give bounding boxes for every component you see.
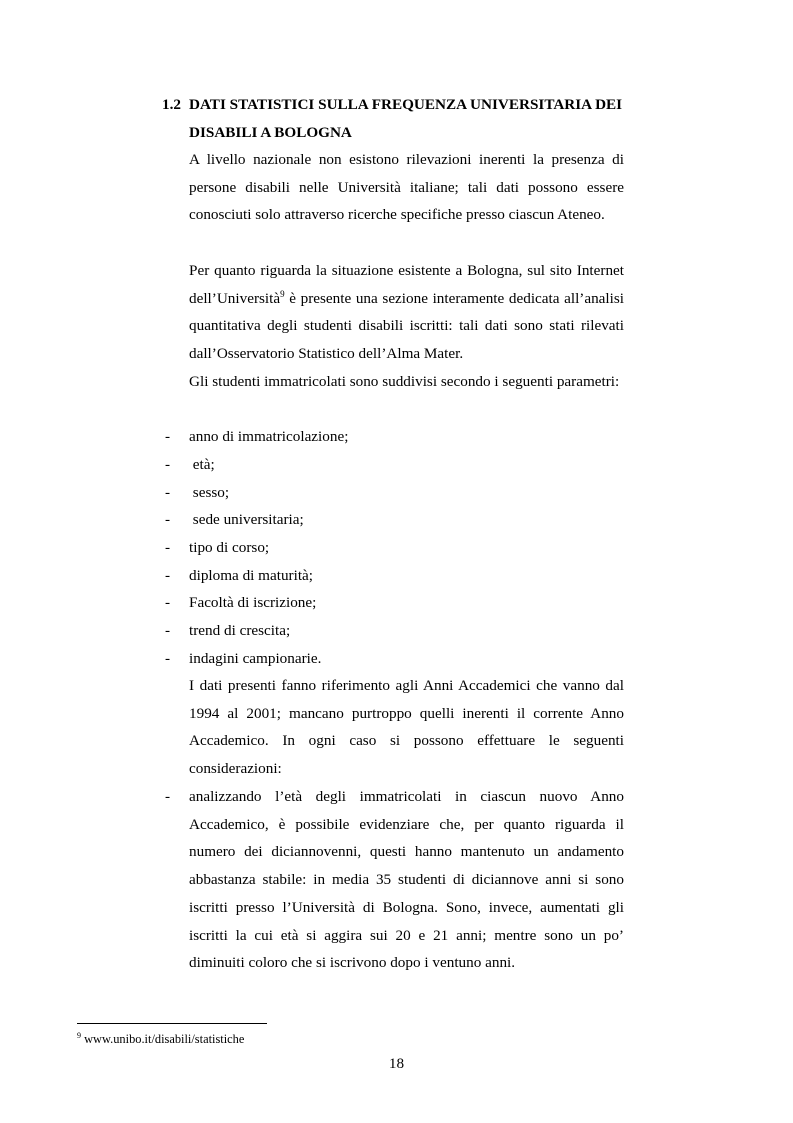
list-item: - diploma di maturità; bbox=[165, 562, 624, 590]
bullet-dash: - bbox=[165, 622, 171, 639]
page-number: 18 bbox=[388, 1055, 405, 1072]
list-item: - Facoltà di iscrizione; bbox=[165, 589, 624, 617]
paragraph-bologna bbox=[189, 257, 624, 368]
bullet-dash: - bbox=[165, 650, 171, 667]
footnote-divider bbox=[77, 1023, 267, 1024]
paragraph-intro: A livello nazionale non esistono rilevazioni inerenti la presenza di persone disabili nelle Università italiane; tali dati possono essere conosciuti solo attraverso ricerche specifiche presso ciascun Ateneo. bbox=[189, 151, 624, 224]
list-item: - trend di crescita; bbox=[165, 617, 624, 645]
list-item: - sesso; bbox=[165, 479, 624, 507]
bullet-dash: - bbox=[165, 484, 171, 501]
bullet-dash: - bbox=[165, 788, 171, 805]
bullet-dash: - bbox=[165, 567, 171, 584]
footnote bbox=[77, 1031, 244, 1047]
bullet-dash: - bbox=[165, 511, 171, 528]
consideration-text: analizzando l’età degli immatricolati in ciascun nuovo Anno Accademico, è possibile evidenziare che, per quanto riguarda il numero dei diciannovenni, questi hanno mantenuto un andamento abbastanza stabile: in media 35 studenti di diciannove anni si sono iscritti presso l’Università di Bologna. Sono, invece, aumentati gli iscritti la cui età si aggira sui 20 e 21 anni; mentre sono un po’ diminuiti coloro che si iscrivono dopo i ventuno anni. bbox=[189, 788, 624, 972]
footnote-reference: 9 bbox=[280, 288, 285, 299]
consideration-item bbox=[165, 783, 624, 977]
section-heading bbox=[162, 91, 624, 147]
paragraph-bologna-start: Per quanto riguarda la situazione esistente a Bologna, sul sito Internet dell’Università bbox=[189, 262, 624, 307]
bullet-dash: - bbox=[165, 539, 171, 556]
list-item: - sede universitaria; bbox=[165, 506, 624, 534]
bullet-dash: - bbox=[165, 594, 171, 611]
bullet-dash: - bbox=[165, 456, 171, 473]
footnote-text: www.unibo.it/disabili/statistiche bbox=[81, 1032, 245, 1046]
paragraph-data-range: I dati presenti fanno riferimento agli Anni Accademici che vanno dal 1994 al 2001; mancano purtroppo quelli inerenti il corrente Anno Accademico. In ogni caso si possono effettuare le seguenti considerazioni: bbox=[189, 677, 624, 778]
footnote-marker: 9 bbox=[77, 1030, 81, 1040]
list-item: - indagini campionarie. bbox=[165, 645, 624, 673]
bullet-dash: - bbox=[165, 428, 171, 445]
list-item: - età; bbox=[165, 451, 624, 479]
paragraph-parameters-intro: Gli studenti immatricolati sono suddivisi secondo i seguenti parametri: bbox=[189, 373, 620, 390]
list-item: - tipo di corso; bbox=[165, 534, 624, 562]
list-item: - anno di immatricolazione; bbox=[165, 423, 624, 451]
section-title: DATI STATISTICI SULLA FREQUENZA UNIVERSITARIA DEI DISABILI A BOLOGNA bbox=[189, 96, 623, 141]
paragraph-bologna-end: è presente una sezione interamente dedicata all’analisi quantitativa degli studenti disabili iscritti: tali dati sono stati rilevati dall’Osservatorio Statistico dell’Alma Mater. bbox=[189, 289, 624, 363]
section-number: 1.2 bbox=[162, 96, 181, 113]
